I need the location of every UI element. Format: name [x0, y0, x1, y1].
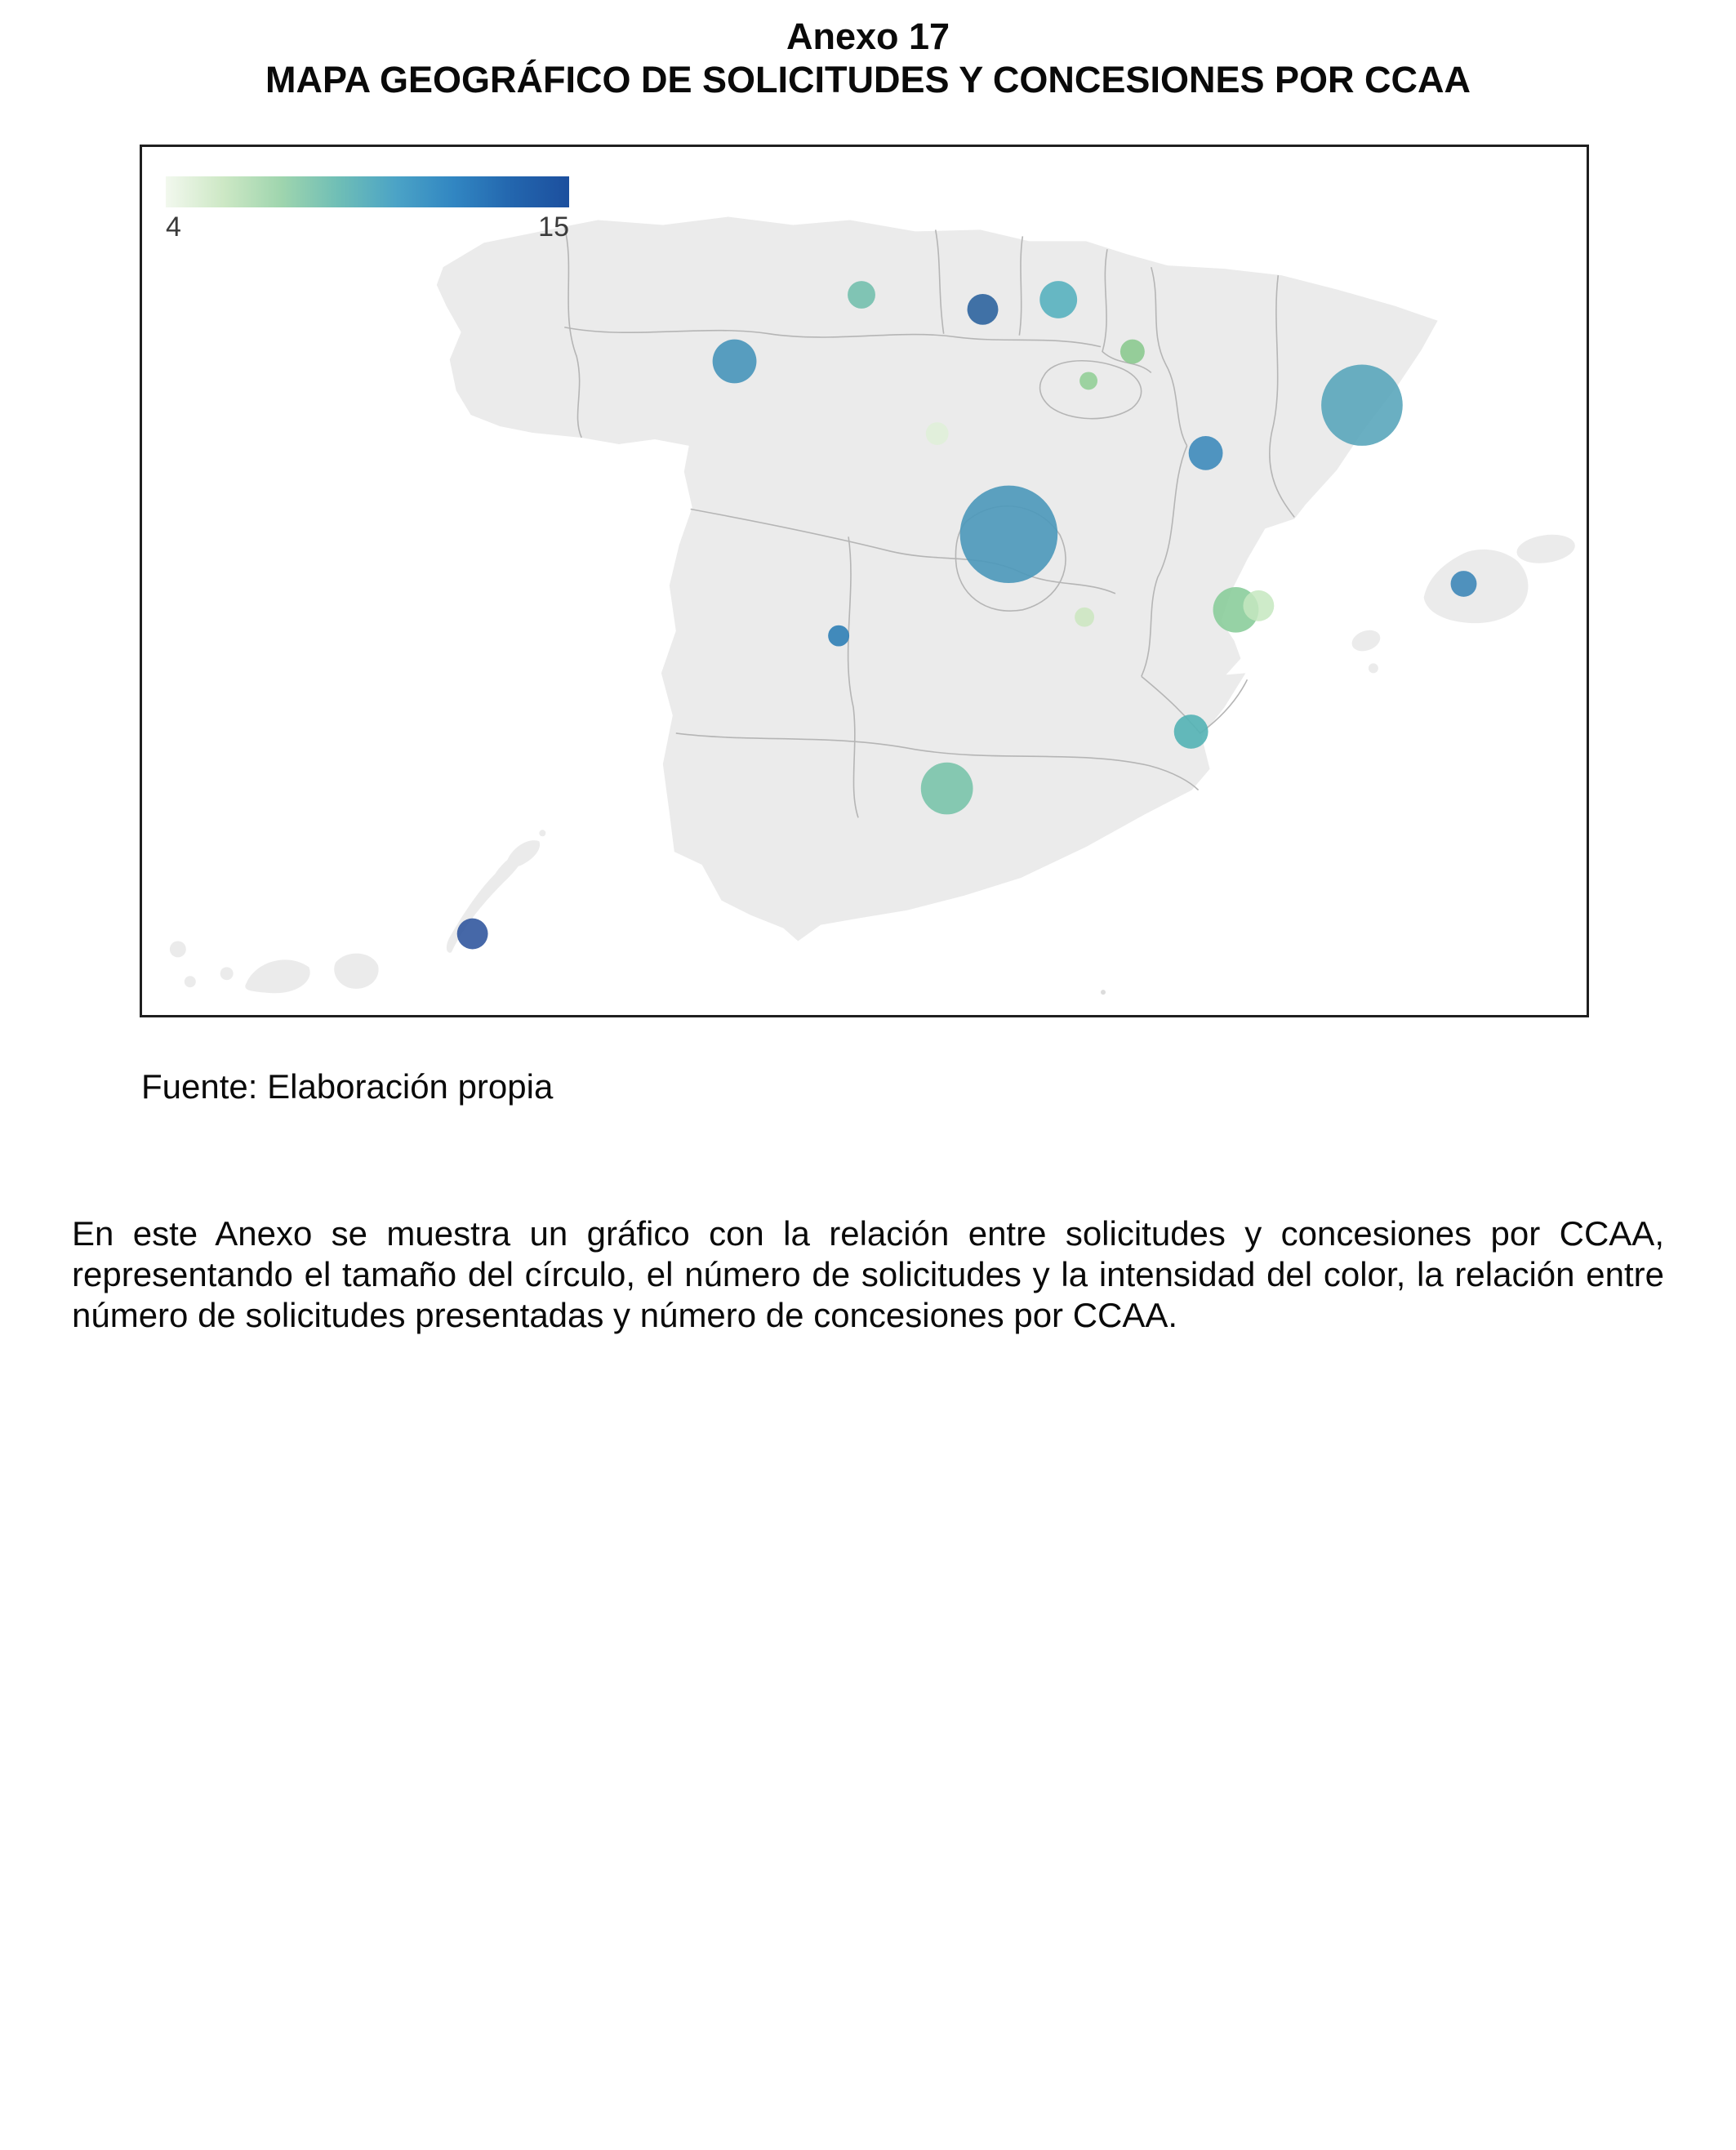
bubble-canarias[interactable] — [457, 919, 488, 950]
bubble-murcia[interactable] — [1174, 714, 1209, 749]
bubble-madrid[interactable] — [960, 486, 1058, 583]
spain-mainland — [437, 217, 1438, 941]
lanzarote-island — [506, 840, 540, 867]
bubble-andalucia[interactable] — [921, 763, 973, 815]
bubble-baleares[interactable] — [1451, 571, 1477, 597]
color-legend — [166, 176, 569, 242]
legend-max-label: 15 — [538, 211, 569, 243]
la-palma-island — [170, 941, 186, 958]
bubble-extremadura[interactable] — [828, 625, 849, 647]
page-title — [0, 15, 1736, 101]
la-gomera-island — [220, 967, 234, 980]
el-hierro-island — [185, 976, 196, 987]
legend-gradient — [166, 176, 569, 207]
canary-islands — [170, 830, 545, 993]
map-speck — [1101, 990, 1106, 995]
bubble-galicia[interactable] — [713, 340, 757, 384]
formentera-island — [1369, 663, 1378, 673]
la-graciosa-island — [539, 830, 545, 836]
bubble-la-rioja[interactable] — [1079, 372, 1097, 389]
bubble-castilla-y-leon[interactable] — [926, 422, 949, 445]
ibiza-island — [1349, 626, 1383, 655]
bubble-pais-vasco[interactable] — [1039, 281, 1077, 318]
body-paragraph: En este Anexo se muestra un gráfico con la relación entre solicitudes y concesiones por CCAA, representando el tamaño del círculo, el número de solicitudes y la intensidad del color, la relación entre número de solicitudes presentadas y número de concesiones por CCAA. — [72, 1214, 1664, 1334]
bubble-aragon[interactable] — [1189, 436, 1223, 470]
bubble-asturias[interactable] — [848, 281, 875, 309]
legend-labels — [166, 212, 569, 242]
menorca-island — [1515, 531, 1577, 566]
title-line-2: MAPA GEOGRÁFICO DE SOLICITUDES Y CONCESIONES POR CCAA — [265, 59, 1471, 100]
balearic-islands — [1349, 531, 1577, 673]
bubble-castilla-la-mancha[interactable] — [1075, 608, 1094, 627]
bubble-cataluna[interactable] — [1321, 364, 1403, 445]
map-figure — [140, 145, 1589, 1017]
gran-canaria-island — [334, 954, 378, 989]
bubble-navarra[interactable] — [1120, 340, 1145, 364]
title-line-1: Anexo 17 — [786, 16, 950, 57]
bubble-valencia-overlay[interactable] — [1243, 590, 1274, 621]
legend-min-label: 4 — [166, 211, 181, 243]
tenerife-island — [245, 959, 309, 993]
source-note: Fuente: Elaboración propia — [141, 1067, 554, 1106]
bubble-cantabria[interactable] — [968, 294, 999, 325]
spain-bubble-map — [142, 147, 1587, 1015]
